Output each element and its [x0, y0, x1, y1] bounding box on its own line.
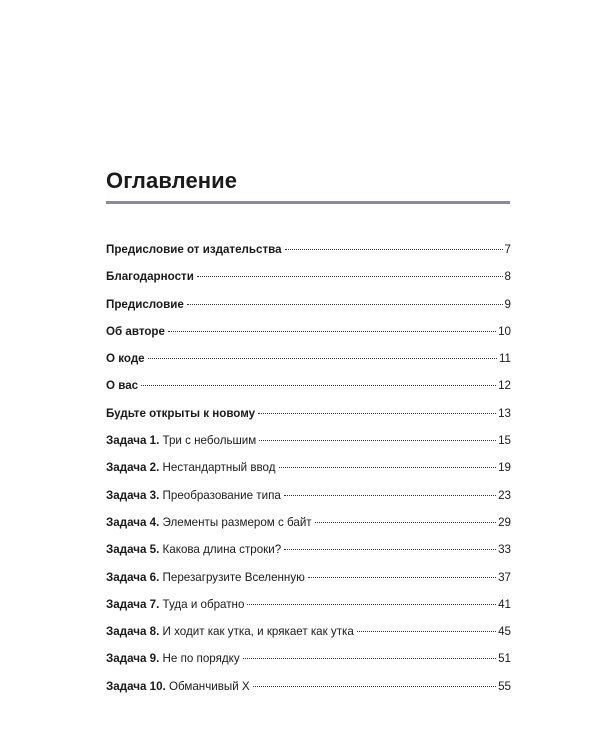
toc-entry-name: Благодарности: [106, 270, 194, 284]
dot-leader: [168, 331, 496, 332]
toc-entry[interactable]: [106, 296, 511, 323]
dot-leader: [308, 577, 496, 578]
toc-entry-page-number: 37: [498, 570, 511, 584]
toc-entry-text: [106, 350, 145, 368]
toc-entry-name: Элементы размером с байт: [162, 515, 312, 529]
toc-entry-name: Предисловие от издательства: [106, 243, 282, 256]
toc-entry-text: [106, 377, 138, 395]
toc-entry-text: [106, 487, 281, 505]
dot-leader: [284, 549, 496, 550]
dot-leader: [285, 249, 503, 250]
dot-leader: [243, 658, 496, 659]
toc-entry-name: Об авторе: [106, 324, 165, 338]
dot-leader: [357, 631, 496, 632]
toc-entry-page-number: 29: [498, 515, 511, 529]
toc-entry-label: Задача 5.: [106, 543, 160, 557]
toc-entry[interactable]: [106, 650, 511, 677]
toc-entry[interactable]: [106, 432, 511, 459]
toc-entry[interactable]: [106, 678, 511, 705]
toc-entry-page-number: 23: [498, 488, 511, 502]
toc-entry-label: Задача 4.: [106, 515, 160, 529]
toc-entry-page-number: 11: [498, 352, 511, 366]
toc-entry-page-number: 13: [498, 406, 511, 420]
toc-entry-name: И ходит как утка, и крякает как утка: [162, 625, 354, 639]
dot-leader: [253, 686, 496, 687]
title-underline: [106, 201, 510, 204]
toc-entry[interactable]: [106, 569, 511, 596]
dot-leader: [284, 495, 496, 496]
toc-entry[interactable]: [106, 459, 511, 486]
toc-entry-name: Не по порядку: [162, 652, 240, 666]
dot-leader: [148, 358, 497, 359]
toc-entry-page-number: 51: [498, 652, 511, 666]
toc-entry-name: Какова длина строки?: [162, 543, 282, 557]
toc-entry-text: [106, 405, 255, 423]
toc-entry-page-number: 55: [498, 679, 511, 693]
toc-entry-page-number: 7: [504, 243, 511, 256]
table-of-contents: [106, 241, 511, 705]
toc-entry-text: [106, 514, 312, 532]
toc-entry-page-number: 19: [498, 461, 511, 475]
toc-entry[interactable]: [106, 487, 511, 514]
toc-entry-name: Нестандартный ввод: [162, 461, 276, 475]
toc-entry-text: [106, 323, 165, 341]
toc-entry[interactable]: [106, 541, 511, 568]
toc-entry-text: [106, 459, 276, 477]
toc-entry-label: Задача 6.: [106, 570, 160, 584]
toc-entry-name: Перезагрузите Вселенную: [162, 570, 305, 584]
toc-entry-page-number: 9: [504, 297, 511, 311]
toc-entry-name: О вас: [106, 379, 139, 393]
toc-entry-text: [106, 241, 282, 259]
toc-entry[interactable]: [106, 405, 511, 432]
toc-entry-text: [106, 268, 194, 286]
toc-entry[interactable]: [106, 350, 511, 377]
toc-entry-text: [106, 650, 240, 668]
toc-entry-label: Задача 7.: [106, 597, 160, 611]
toc-entry-page-number: 45: [498, 625, 511, 639]
dot-leader: [279, 467, 497, 468]
toc-entry-name: О коде: [106, 352, 145, 366]
toc-entry[interactable]: [106, 241, 511, 268]
dot-leader: [259, 440, 496, 441]
toc-entry-name: Преобразование типа: [162, 488, 281, 502]
dot-leader: [258, 413, 496, 414]
dot-leader: [187, 304, 503, 305]
toc-entry-text: [106, 541, 281, 559]
toc-entry[interactable]: [106, 268, 511, 295]
toc-entry-text: [106, 623, 354, 641]
toc-entry-name: Туда и обратно: [162, 597, 245, 611]
toc-entry-text: [106, 296, 184, 314]
toc-entry-label: Задача 9.: [106, 652, 160, 666]
toc-entry-text: [106, 569, 305, 587]
page-title: Оглавление: [106, 168, 238, 193]
toc-entry-name: Будьте открыты к новому: [106, 406, 256, 420]
toc-entry-page-number: 33: [498, 543, 511, 557]
dot-leader: [141, 385, 496, 386]
toc-entry-text: [106, 596, 244, 614]
toc-entry-label: Задача 8.: [106, 625, 160, 639]
toc-entry[interactable]: [106, 377, 511, 404]
toc-entry-name: Три с небольшим: [162, 434, 257, 448]
toc-entry[interactable]: [106, 623, 511, 650]
toc-entry-label: Задача 1.: [106, 434, 160, 448]
toc-entry-page-number: 10: [498, 324, 511, 338]
toc-entry[interactable]: [106, 596, 511, 623]
toc-entry[interactable]: [106, 323, 511, 350]
toc-entry-page-number: 8: [504, 270, 511, 284]
toc-entry-page-number: 12: [498, 379, 511, 393]
dot-leader: [197, 276, 503, 277]
toc-entry-label: Задача 10.: [106, 679, 166, 693]
dot-leader: [247, 604, 496, 605]
toc-entry-name: Обманчивый X: [168, 679, 250, 693]
toc-entry[interactable]: [106, 514, 511, 541]
dot-leader: [315, 522, 496, 523]
toc-entry-text: [106, 432, 256, 450]
toc-entry-page-number: 15: [498, 434, 511, 448]
toc-entry-name: Предисловие: [106, 297, 184, 311]
toc-entry-text: [106, 678, 250, 696]
toc-entry-label: Задача 2.: [106, 461, 160, 475]
toc-entry-label: Задача 3.: [106, 488, 160, 502]
toc-entry-page-number: 41: [498, 597, 511, 611]
